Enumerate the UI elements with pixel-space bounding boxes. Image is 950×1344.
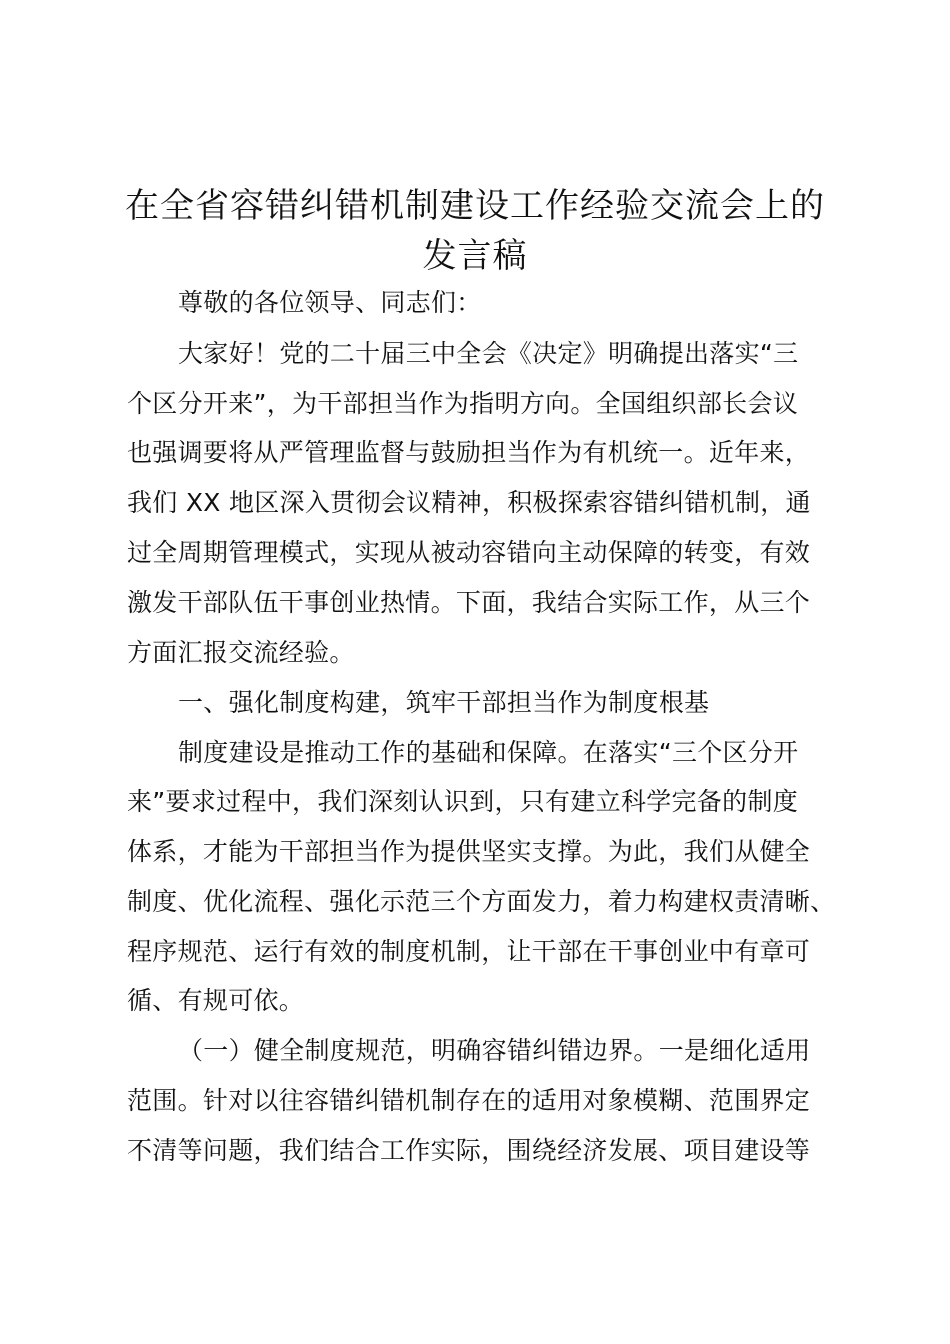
subsection-line: （一）健全制度规范，明确容错纠错边界。一是细化适用 (178, 1036, 811, 1065)
body-line: 也强调要将从严管理监督与鼓励担当作为有机统一。近年来， (127, 438, 811, 467)
body-line: 体系，才能为干部担当作为提供坚实支撑。为此，我们从健全 (127, 837, 811, 866)
document-title-line-2: 发言稿 (422, 236, 528, 276)
body-line: 循、有规可依。 (127, 986, 305, 1015)
salutation-line: 尊敬的各位领导、同志们： (178, 288, 482, 317)
body-line: 方面汇报交流经验。 (127, 638, 355, 667)
document-title-line-1: 在全省容错纠错机制建设工作经验交流会上的 (125, 186, 825, 226)
body-line: 程序规范、运行有效的制度机制，让干部在干事创业中有章可 (127, 937, 811, 966)
body-line: 激发干部队伍干事创业热情。下面，我结合实际工作，从三个 (127, 588, 811, 617)
body-line: 范围。针对以往容错纠错机制存在的适用对象模糊、范围界定 (127, 1086, 811, 1115)
body-line: 制度、优化流程、强化示范三个方面发力，着力构建权责清晰、 (127, 887, 836, 916)
body-line: 我们 XX 地区深入贯彻会议精神，积极探索容错纠错机制，通 (127, 488, 811, 517)
body-line: 过全周期管理模式，实现从被动容错向主动保障的转变，有效 (127, 538, 811, 567)
section-heading: 一、强化制度构建，筑牢干部担当作为制度根基 (178, 688, 710, 717)
body-line: 不清等问题，我们结合工作实际，围绕经济发展、项目建设等 (127, 1136, 811, 1165)
body-line: 个区分开来”，为干部担当作为指明方向。全国组织部长会议 (127, 389, 799, 418)
body-line: 来”要求过程中，我们深刻认识到，只有建立科学完备的制度 (127, 787, 799, 816)
body-line: 制度建设是推动工作的基础和保障。在落实“三个区分开 (178, 738, 799, 767)
body-line: 大家好！党的二十届三中全会《决定》明确提出落实“三 (178, 339, 799, 368)
